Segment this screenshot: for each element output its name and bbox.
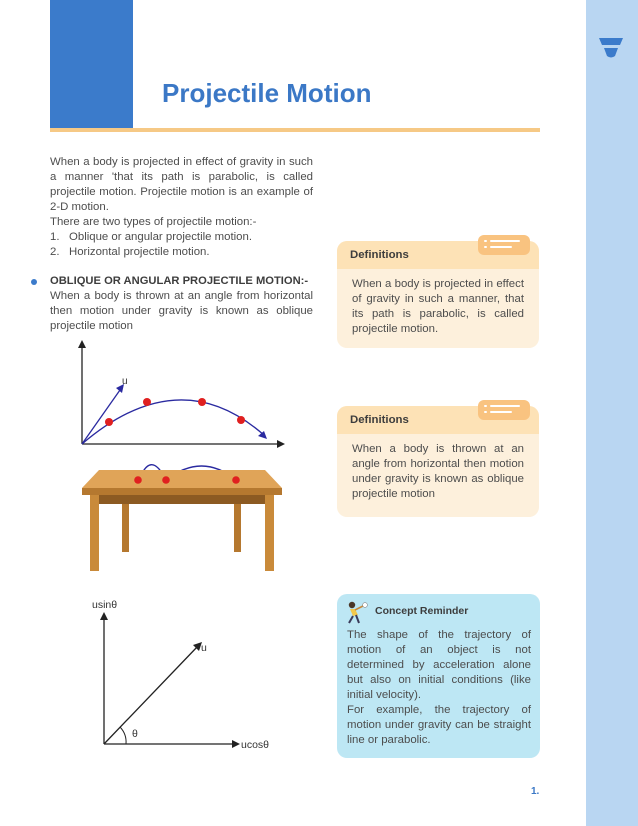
velocity-components-diagram	[84, 592, 284, 757]
list-label: Horizontal projectile motion.	[69, 246, 210, 258]
logo-icon	[598, 36, 624, 60]
page-title: Projectile Motion	[162, 78, 372, 108]
note-tab-icon	[478, 235, 530, 255]
oblique-description: When a body is thrown at an angle from horizontal then motion under gravity is known as oblique projectile motion	[50, 290, 313, 332]
oblique-heading: OBLIQUE OR ANGULAR PROJECTILE MOTION:-	[50, 275, 309, 287]
definition-text: When a body is projected in effect of gravity in such a manner, that its path is parabolic, is called projectile motion.	[352, 278, 524, 335]
definition-title: Definitions	[350, 249, 409, 261]
concept-reminder-example: For example, the trajectory of motion under gravity can be straight line or parabolic.	[347, 704, 531, 746]
intro-paragraph: When a body is projected in effect of gravity in such a manner 'that its path is parabolic, is called projectile motion. Projectile motion is an example of 2-D motion.	[50, 156, 313, 213]
table-illustration	[78, 458, 286, 574]
vertical-component-label: usinθ	[92, 599, 118, 611]
velocity-label: u	[122, 376, 128, 387]
list-number: 2.	[50, 246, 60, 258]
definition-card	[337, 406, 539, 517]
concept-reminder-title: Concept Reminder	[375, 605, 469, 617]
bullet-dot	[31, 279, 37, 285]
definition-title: Definitions	[350, 414, 409, 426]
velocity-label: u	[201, 642, 207, 654]
concept-reminder-card	[337, 594, 540, 758]
list-label: Oblique or angular projectile motion.	[69, 231, 252, 243]
note-tab-icon	[478, 400, 530, 420]
header-accent-block	[50, 0, 133, 129]
page-number: 1.	[531, 786, 540, 797]
list-item	[50, 230, 313, 245]
horizontal-component-label: ucosθ	[241, 739, 270, 751]
types-intro: There are two types of projectile motion:-	[50, 216, 257, 228]
types-list	[50, 215, 313, 260]
reminder-figure-icon	[343, 599, 369, 625]
definition-card-header	[337, 241, 539, 269]
definition-card-header	[337, 406, 539, 434]
angle-label: θ	[132, 728, 138, 740]
definition-text: When a body is thrown at an angle from horizontal then motion under gravity is known as oblique projectile motion	[352, 443, 524, 500]
trajectory-diagram	[70, 338, 290, 453]
title-underline	[50, 128, 540, 132]
list-item	[50, 245, 313, 260]
list-number: 1.	[50, 231, 60, 243]
concept-reminder-text: The shape of the trajectory of motion of an object is not determined by acceleration alone but also on initial conditions (like initial velocity).	[347, 629, 531, 701]
definition-card	[337, 241, 539, 348]
concept-reminder-body	[347, 628, 531, 748]
right-margin-strip	[586, 0, 638, 826]
